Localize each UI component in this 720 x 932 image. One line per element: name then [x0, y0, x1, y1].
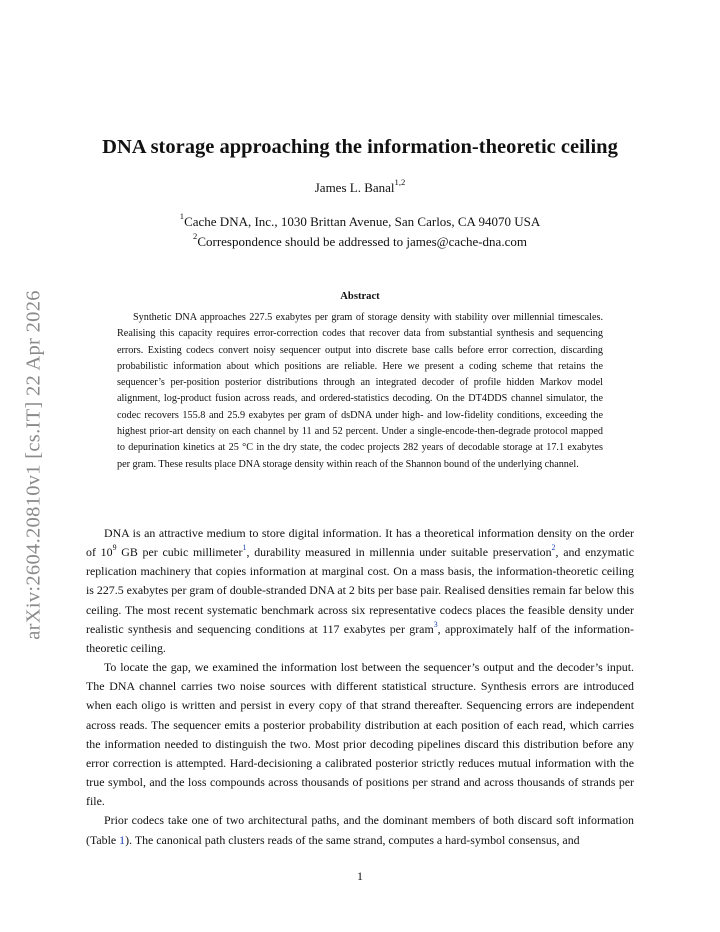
paragraph-1-part-a: DNA is an attractive medium to store digital information. It has a theoretical information density on the order of 10: [86, 526, 634, 560]
exponent: 9: [112, 543, 117, 553]
citation-link-1[interactable]: 1: [242, 543, 247, 553]
paragraph-1-part-d: , and enzymatic replication machinery that copies information at marginal cost. On a mass basis, the information-theoretic ceiling is 227.5 exabytes per gram of double-stranded DNA at 2 bits per base pair. Realised densities remain far below this ceiling. The most recent systematic benchmark across six representative codecs places the feasible density under realistic synthesis and sequencing conditions at 117 exabytes per gram: [86, 545, 634, 636]
author-affiliation-marks: 1,2: [394, 177, 406, 188]
affiliation-2: [86, 231, 634, 250]
affiliation-2-mark: 2: [193, 231, 198, 242]
affiliation-1-mark: 1: [179, 211, 185, 222]
main-text: [86, 524, 634, 850]
citation-link-2[interactable]: 2: [551, 543, 556, 553]
table-reference-link[interactable]: 1: [119, 832, 126, 847]
paragraph-1-part-e: , approximately half of the information-theoretic ceiling.: [86, 621, 634, 655]
abstract-text: Synthetic DNA approaches 227.5 exabytes per gram of storage density with stability over millennial timescales. Realising this capacity requires error-correction codes that recover data from substantial synthesis and sequencing errors. Existing codecs convert noisy sequencer output into discrete base calls before error correction, discarding probabilistic information about which positions are reliable. Here we present a coding scheme that retains the sequencer’s per-position posterior distributions through an integrated decoder of profile hidden Markov model alignment, log-product fusion across reads, and ordered-statistics decoding. On the DT4DDS channel simulator, the codec recovers 155.8 and 25.9 exabytes per gram of dsDNA under high- and low-fidelity conditions, exceeding the highest prior-art density on each channel by 11 and 52 percent. Under a single-encode-then-degrade protocol mapped to depurination kinetics at 25 °C in the dry state, the codec projects 282 years of decodable storage at 17.1 exabytes per gram. These results place DNA storage density within reach of the Shannon bound of the underlying channel.: [117, 312, 603, 470]
citation-link-3[interactable]: 3: [433, 619, 438, 629]
paragraph-2: To locate the gap, we examined the information lost between the sequencer’s output and the decoder’s input. The DNA channel carries two noise sources with different statistical structure. Synthesis errors are introduced when each oligo is written and persist in every copy of that strand thereafter. Sequencing errors are independent across reads. The sequencer emits a posterior probability distribution at each position of each read, which carries the information needed to distinguish the two. Most prior decoding pipelines discard this distribution before any error correction is attempted. Hard-decisioning a calibrated posterior strictly reduces mutual information with the true symbol, and the loss compounds across thousands of positions per strand and across thousands of strands per file.: [86, 660, 634, 809]
page-number: 1: [357, 869, 363, 883]
paragraph-1-part-b: GB per cubic millimeter: [116, 545, 243, 560]
paragraph-1: [86, 524, 634, 658]
paragraph-3-part-a: Prior codecs take one of two architectural paths, and the dominant members of both discard soft information (Table: [86, 813, 634, 847]
paper-title: DNA storage approaching the information-theoretic ceiling: [102, 136, 618, 158]
arxiv-sidebar: [19, 290, 49, 640]
affiliation-1: [86, 211, 634, 230]
affiliation-1-text: Cache DNA, Inc., 1030 Brittan Avenue, San Carlos, CA 94070 USA: [184, 214, 541, 229]
author-name: James L. Banal: [314, 180, 395, 195]
paragraph-1-part-c: , durability measured in millennia under suitable preservation: [246, 545, 552, 560]
paragraph-3: [86, 811, 634, 849]
abstract-heading: Abstract: [340, 291, 380, 302]
affiliation-2-text: Correspondence should be addressed to james@cache-dna.com: [197, 234, 527, 249]
author-line: [86, 177, 634, 196]
paragraph-3-part-b: ). The canonical path clusters reads of the same strand, computes a hard-symbol consensus, and: [125, 832, 580, 847]
arxiv-identifier: arXiv:2604.20810v1 [cs.IT] 22 Apr 2026: [22, 290, 45, 640]
